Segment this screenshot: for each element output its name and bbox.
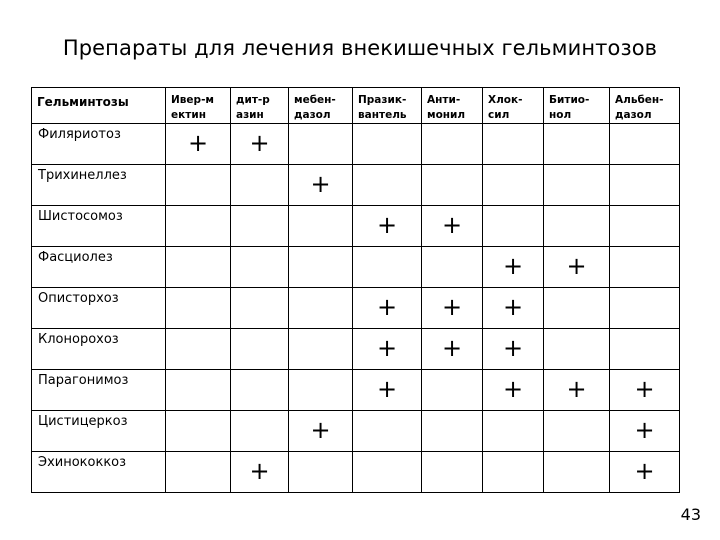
plus-mark: + (502, 252, 524, 280)
plus-mark: + (376, 375, 398, 403)
plus-mark: + (310, 416, 331, 444)
plus-mark: + (502, 334, 524, 362)
table-row (32, 452, 680, 493)
table-cell (289, 411, 353, 452)
row-disease-name: Эхинококкоз (32, 452, 166, 493)
column-header-drug: Битио- нол (544, 88, 610, 124)
table-cell (610, 329, 680, 370)
table-cell (483, 165, 544, 206)
table-cell (353, 124, 422, 165)
table-cell (289, 288, 353, 329)
table-cell (353, 411, 422, 452)
table-cell (231, 165, 289, 206)
plus-mark: + (376, 334, 398, 362)
table-cell (289, 329, 353, 370)
plus-mark: + (187, 129, 209, 157)
table-cell (231, 206, 289, 247)
row-disease-name: Филяриотоз (32, 124, 166, 165)
table-cell (289, 165, 353, 206)
table-cell (422, 124, 483, 165)
table-cell (483, 370, 544, 411)
plus-mark: + (634, 416, 655, 444)
table-cell (610, 288, 680, 329)
plus-mark: + (634, 457, 655, 485)
table-cell (483, 206, 544, 247)
table-cell (422, 329, 483, 370)
row-disease-name: Парагонимоз (32, 370, 166, 411)
plus-mark: + (634, 375, 655, 403)
table-cell (544, 124, 610, 165)
table-row (32, 329, 680, 370)
table-row (32, 370, 680, 411)
plus-mark: + (249, 457, 270, 485)
column-header-helminthiasis: Гельминтозы (32, 88, 166, 124)
table-cell (166, 124, 231, 165)
table-cell (610, 452, 680, 493)
table-cell (231, 452, 289, 493)
table-cell (610, 206, 680, 247)
table-cell (231, 288, 289, 329)
table-cell (544, 411, 610, 452)
table-cell (289, 206, 353, 247)
plus-mark: + (441, 334, 463, 362)
plus-mark: + (566, 375, 587, 403)
column-header-drug: Празик- вантель (353, 88, 422, 124)
table-cell (231, 124, 289, 165)
column-header-drug: Альбен- дазол (610, 88, 680, 124)
table-cell (422, 411, 483, 452)
table-cell (353, 288, 422, 329)
table-cell (610, 370, 680, 411)
table-cell (544, 452, 610, 493)
table-row (32, 124, 680, 165)
table-cell (610, 411, 680, 452)
table-cell (166, 206, 231, 247)
row-disease-name: Цистицеркоз (32, 411, 166, 452)
table-cell (422, 165, 483, 206)
table-cell (544, 247, 610, 288)
plus-mark: + (441, 211, 463, 239)
table-cell (231, 329, 289, 370)
table-cell (422, 247, 483, 288)
table-cell (353, 370, 422, 411)
table-row (32, 288, 680, 329)
plus-mark: + (310, 170, 331, 198)
table-cell (231, 370, 289, 411)
table-cell (483, 411, 544, 452)
table-cell (353, 165, 422, 206)
table-cell (422, 452, 483, 493)
table-row (32, 411, 680, 452)
table-cell (483, 288, 544, 329)
plus-mark: + (376, 211, 398, 239)
drug-table (31, 87, 680, 493)
table-cell (483, 329, 544, 370)
table-cell (544, 370, 610, 411)
table-cell (610, 165, 680, 206)
table-cell (422, 206, 483, 247)
page-number: 43 (680, 505, 701, 524)
table-cell (422, 288, 483, 329)
row-disease-name: Клонорохоз (32, 329, 166, 370)
column-header-drug: Анти- монил (422, 88, 483, 124)
table-row (32, 247, 680, 288)
table-cell (544, 288, 610, 329)
table-cell (166, 452, 231, 493)
table-row (32, 165, 680, 206)
table-cell (166, 165, 231, 206)
table-cell (544, 165, 610, 206)
table-cell (483, 247, 544, 288)
column-header-drug: мебен- дазол (289, 88, 353, 124)
column-header-drug: дит-р азин (231, 88, 289, 124)
plus-mark: + (502, 293, 524, 321)
table-cell (544, 329, 610, 370)
plus-mark: + (249, 129, 270, 157)
plus-mark: + (441, 293, 463, 321)
column-header-drug: Ивер-м ектин (166, 88, 231, 124)
table-cell (289, 247, 353, 288)
table-cell (166, 329, 231, 370)
table-body (32, 124, 680, 493)
plus-mark: + (566, 252, 587, 280)
table-cell (422, 370, 483, 411)
row-disease-name: Трихинеллез (32, 165, 166, 206)
table-cell (544, 206, 610, 247)
row-disease-name: Описторхоз (32, 288, 166, 329)
table-row (32, 206, 680, 247)
plus-mark: + (376, 293, 398, 321)
table-cell (231, 247, 289, 288)
table-cell (166, 247, 231, 288)
table-cell (166, 288, 231, 329)
table-cell (289, 452, 353, 493)
table-cell (483, 452, 544, 493)
table-header-row (32, 88, 680, 124)
table-cell (610, 124, 680, 165)
table-cell (289, 370, 353, 411)
plus-mark: + (502, 375, 524, 403)
table-cell (353, 247, 422, 288)
table-cell (610, 247, 680, 288)
table-cell (353, 329, 422, 370)
column-header-drug: Хлок- сил (483, 88, 544, 124)
table-cell (166, 411, 231, 452)
row-disease-name: Шистосомоз (32, 206, 166, 247)
table-cell (483, 124, 544, 165)
table-cell (289, 124, 353, 165)
slide-title: Препараты для лечения внекишечных гельминтозов (62, 36, 658, 60)
table-cell (353, 206, 422, 247)
table-cell (231, 411, 289, 452)
table-cell (353, 452, 422, 493)
row-disease-name: Фасциолез (32, 247, 166, 288)
table-cell (166, 370, 231, 411)
